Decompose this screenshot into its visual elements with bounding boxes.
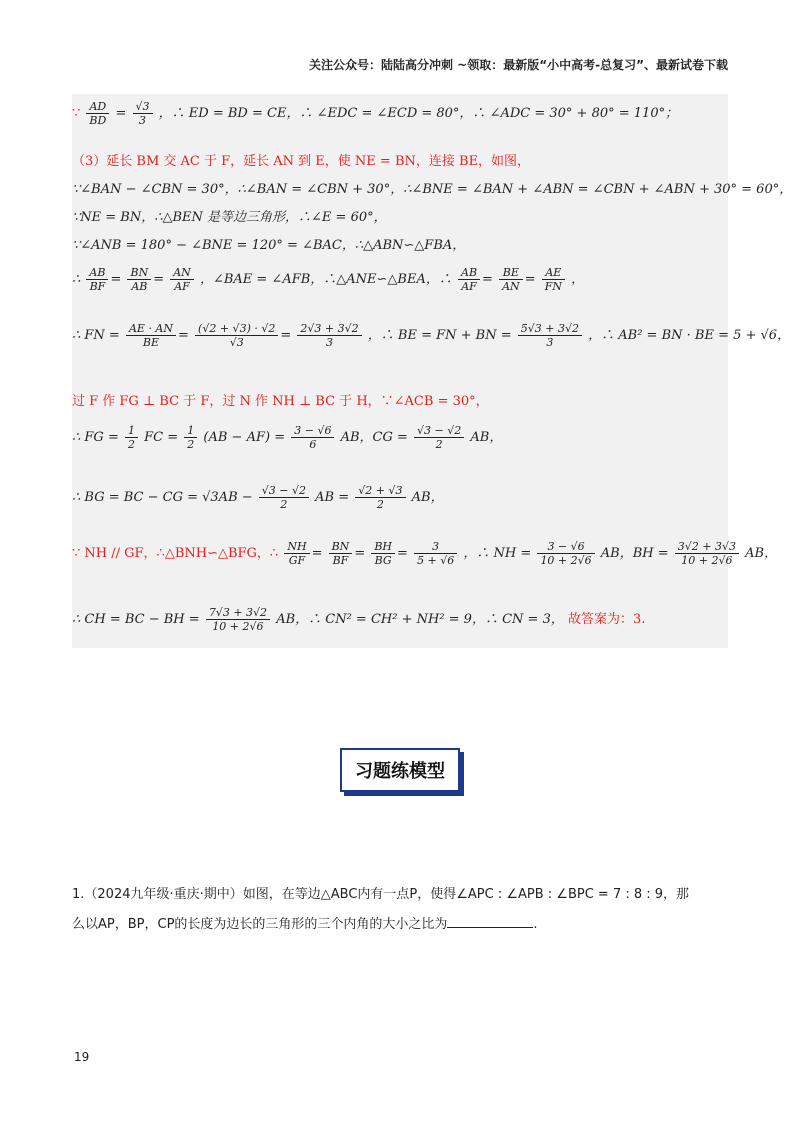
page-header: 关注公众号：陆陆高分冲刺 ~领取：最新版“小中高考-总复习”、最新试卷下载 bbox=[309, 58, 728, 72]
solution-line-10: ∴ BG = BC − CG = √3AB − $\frac{√3 - √2}{2}$ AB = $\frac{√2 + √3}{2}$ AB， bbox=[72, 484, 444, 511]
fraction: $\frac{√3}{3}$ bbox=[133, 100, 153, 127]
solution-line-5: ∵∠ANB = 180° − ∠BNE = 120° = ∠BAC，∴△ABN∽△FBA， bbox=[72, 238, 466, 253]
solution-line-6: ∴ $\frac{AB}{BF}$ = $\frac{BN}{AB}$ = $\frac{AN}{AF}$ ，∠BAE = ∠AFB，∴△ANE∽△BEA，∴ $\frac{AB}{AF}$ = $\frac{BE}{AN}$ = $\frac{AE}{FN}$ ， bbox=[72, 266, 585, 293]
solution-line-4: ∵NE = BN，∴△BEN 是等边三角形，∴∠E = 60°， bbox=[72, 210, 387, 225]
question-line-2: 么以AP，BP，CP的长度为边长的三角形的三个内角的大小之比为 . bbox=[72, 910, 728, 940]
answer-text: 故答案为：3. bbox=[567, 612, 646, 627]
solution-line-2: （3）延长 BM 交 AC 于 F，延长 AN 到 E，使 NE = BN，连接 BE，如图， bbox=[72, 154, 531, 169]
question-line-1: 1.（2024九年级·重庆·期中）如图，在等边△ABC内有一点P，使得∠APC : ∠APB : ∠BPC = 7 : 8 : 9，那 bbox=[72, 887, 690, 902]
solution-line-8: 过 F 作 FG ⊥ BC 于 F，过 N 作 NH ⊥ BC 于 H，∵∠ACB = 30°， bbox=[72, 394, 489, 409]
solution-line-11: ∵ NH // GF，∴△BNH∽△BFG，∴ $\frac{NH}{GF}$ = $\frac{BN}{BF}$ = $\frac{BH}{BG}$ = $\frac{3}{5 + √6}$ ，∴ NH = $\frac{3 - √6}{10 + 2√6}$ AB，BH = $\frac{3√2 + 3√3}{10 + 2√6}$ AB， bbox=[72, 540, 778, 567]
answer-blank bbox=[447, 913, 533, 928]
solution-line-9: ∴ FG = $\frac{1}{2}$ FC = $\frac{1}{2}$ (AB − AF) = $\frac{3 - √6}{6}$ AB，CG = $\frac{√3 - √2}{2}$ AB， bbox=[72, 424, 503, 451]
fraction: $\frac{AD}{BD}$ bbox=[86, 100, 109, 127]
solution-line-7: ∴ FN = $\frac{AE \cdot AN}{BE}$ = $\frac{(√2 + √3) \cdot √2}{√3}$ = $\frac{2√3 + 3√2}{3}$ ，∴ BE = FN + BN = $\frac{5√3 + 3√2}{3}$ ，∴ AB² = BN · BE = 5 + √6， bbox=[72, 322, 791, 349]
question-1 bbox=[72, 880, 728, 940]
since-symbol: ∵ bbox=[72, 106, 81, 121]
solution-line-1: ∵ $\frac{AD}{BD}$ = $\frac{√3}{3}$ ，∴ ED = BD = CE，∴ ∠EDC = ∠ECD = 80°，∴ ∠ADC = 30° + 80° = 110°； bbox=[72, 100, 679, 127]
section-title: 习题练模型 bbox=[340, 748, 460, 792]
solution-box bbox=[72, 94, 793, 648]
solution-line-3: ∵∠BAN − ∠CBN = 30°，∴∠BAN = ∠CBN + 30°，∴∠BNE = ∠BAN + ∠ABN = ∠CBN + ∠ABN + 30° = 60°， bbox=[72, 182, 793, 197]
page-number: 19 bbox=[74, 1050, 90, 1064]
solution-line-12: ∴ CH = BC − BH = $\frac{7√3 + 3√2}{10 + 2√6}$ AB，∴ CN² = CH² + NH² = 9，∴ CN = 3， 故答案为：3. bbox=[72, 606, 646, 633]
